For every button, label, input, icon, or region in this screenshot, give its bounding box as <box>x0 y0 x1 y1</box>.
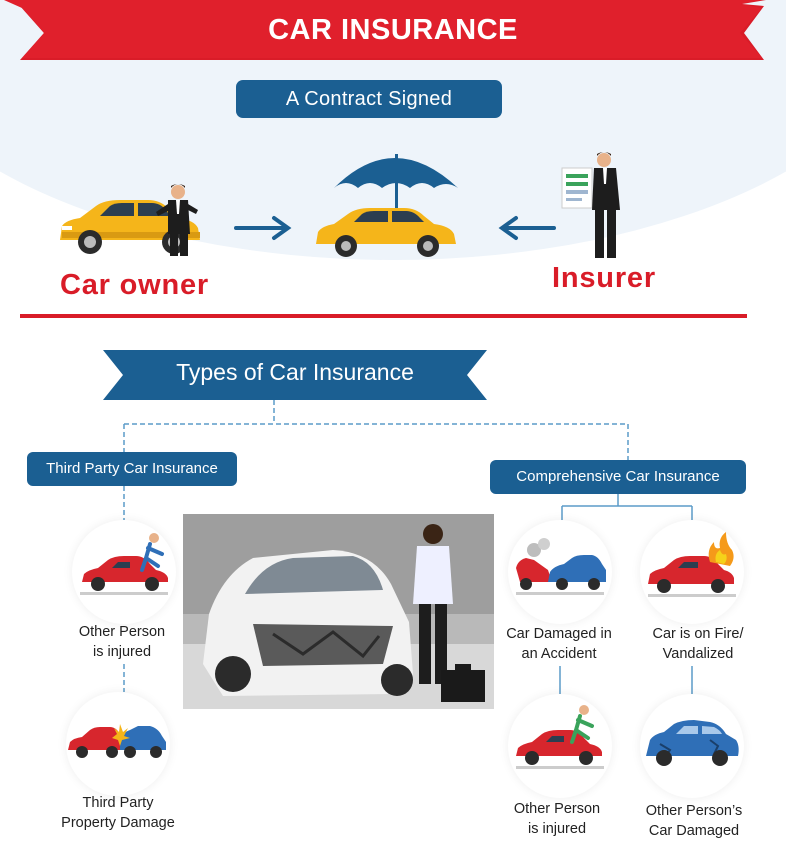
car-owner-illustration <box>56 182 214 260</box>
third-party-item-2 <box>66 692 170 796</box>
arrow-left-icon <box>498 215 556 241</box>
comprehensive-item-4 <box>640 694 744 798</box>
comprehensive-item-2-label: Car is on Fire/ Vandalized <box>652 626 744 662</box>
document-icon <box>562 168 592 208</box>
third-party-insurance-label: Third Party Car Insurance <box>27 452 237 486</box>
comprehensive-insurance-label: Comprehensive Car Insurance <box>490 460 746 494</box>
comprehensive-item-1 <box>508 520 612 624</box>
third-party-item-1 <box>72 520 176 624</box>
comprehensive-item-2 <box>640 520 744 624</box>
injured-person-icon <box>72 520 176 624</box>
types-title: Types of Car Insurance <box>176 359 414 385</box>
insured-car-illustration <box>310 148 474 260</box>
agent-icon <box>592 152 620 258</box>
yellow-car-icon <box>316 208 456 257</box>
comprehensive-item-3-label: Other Person is injured <box>513 801 601 837</box>
arrow-right-icon <box>234 215 292 241</box>
comprehensive-item-4-label: Other Person’s Car Damaged <box>645 803 743 839</box>
page-title: CAR INSURANCE <box>268 14 518 46</box>
damaged-car-photo <box>183 514 494 709</box>
comprehensive-item-3 <box>508 694 612 798</box>
damaged-car-icon <box>640 694 744 798</box>
comprehensive-item-1-label: Car Damaged in an Accident <box>506 626 612 662</box>
damaged-car-image <box>183 514 494 709</box>
third-party-item-2-label: Third Party Property Damage <box>61 795 175 831</box>
car-collision-icon <box>66 692 170 796</box>
injured-person-icon <box>508 694 612 798</box>
third-party-item-1-label: Other Person is injured <box>78 624 166 660</box>
car-fire-icon <box>640 520 744 624</box>
insurer-label: Insurer <box>552 262 656 294</box>
contract-signed-label: A Contract Signed <box>236 80 502 118</box>
car-owner-label: Car owner <box>60 269 210 301</box>
section-divider <box>20 314 747 318</box>
insurer-illustration <box>558 150 636 262</box>
car-accident-icon <box>508 520 612 624</box>
